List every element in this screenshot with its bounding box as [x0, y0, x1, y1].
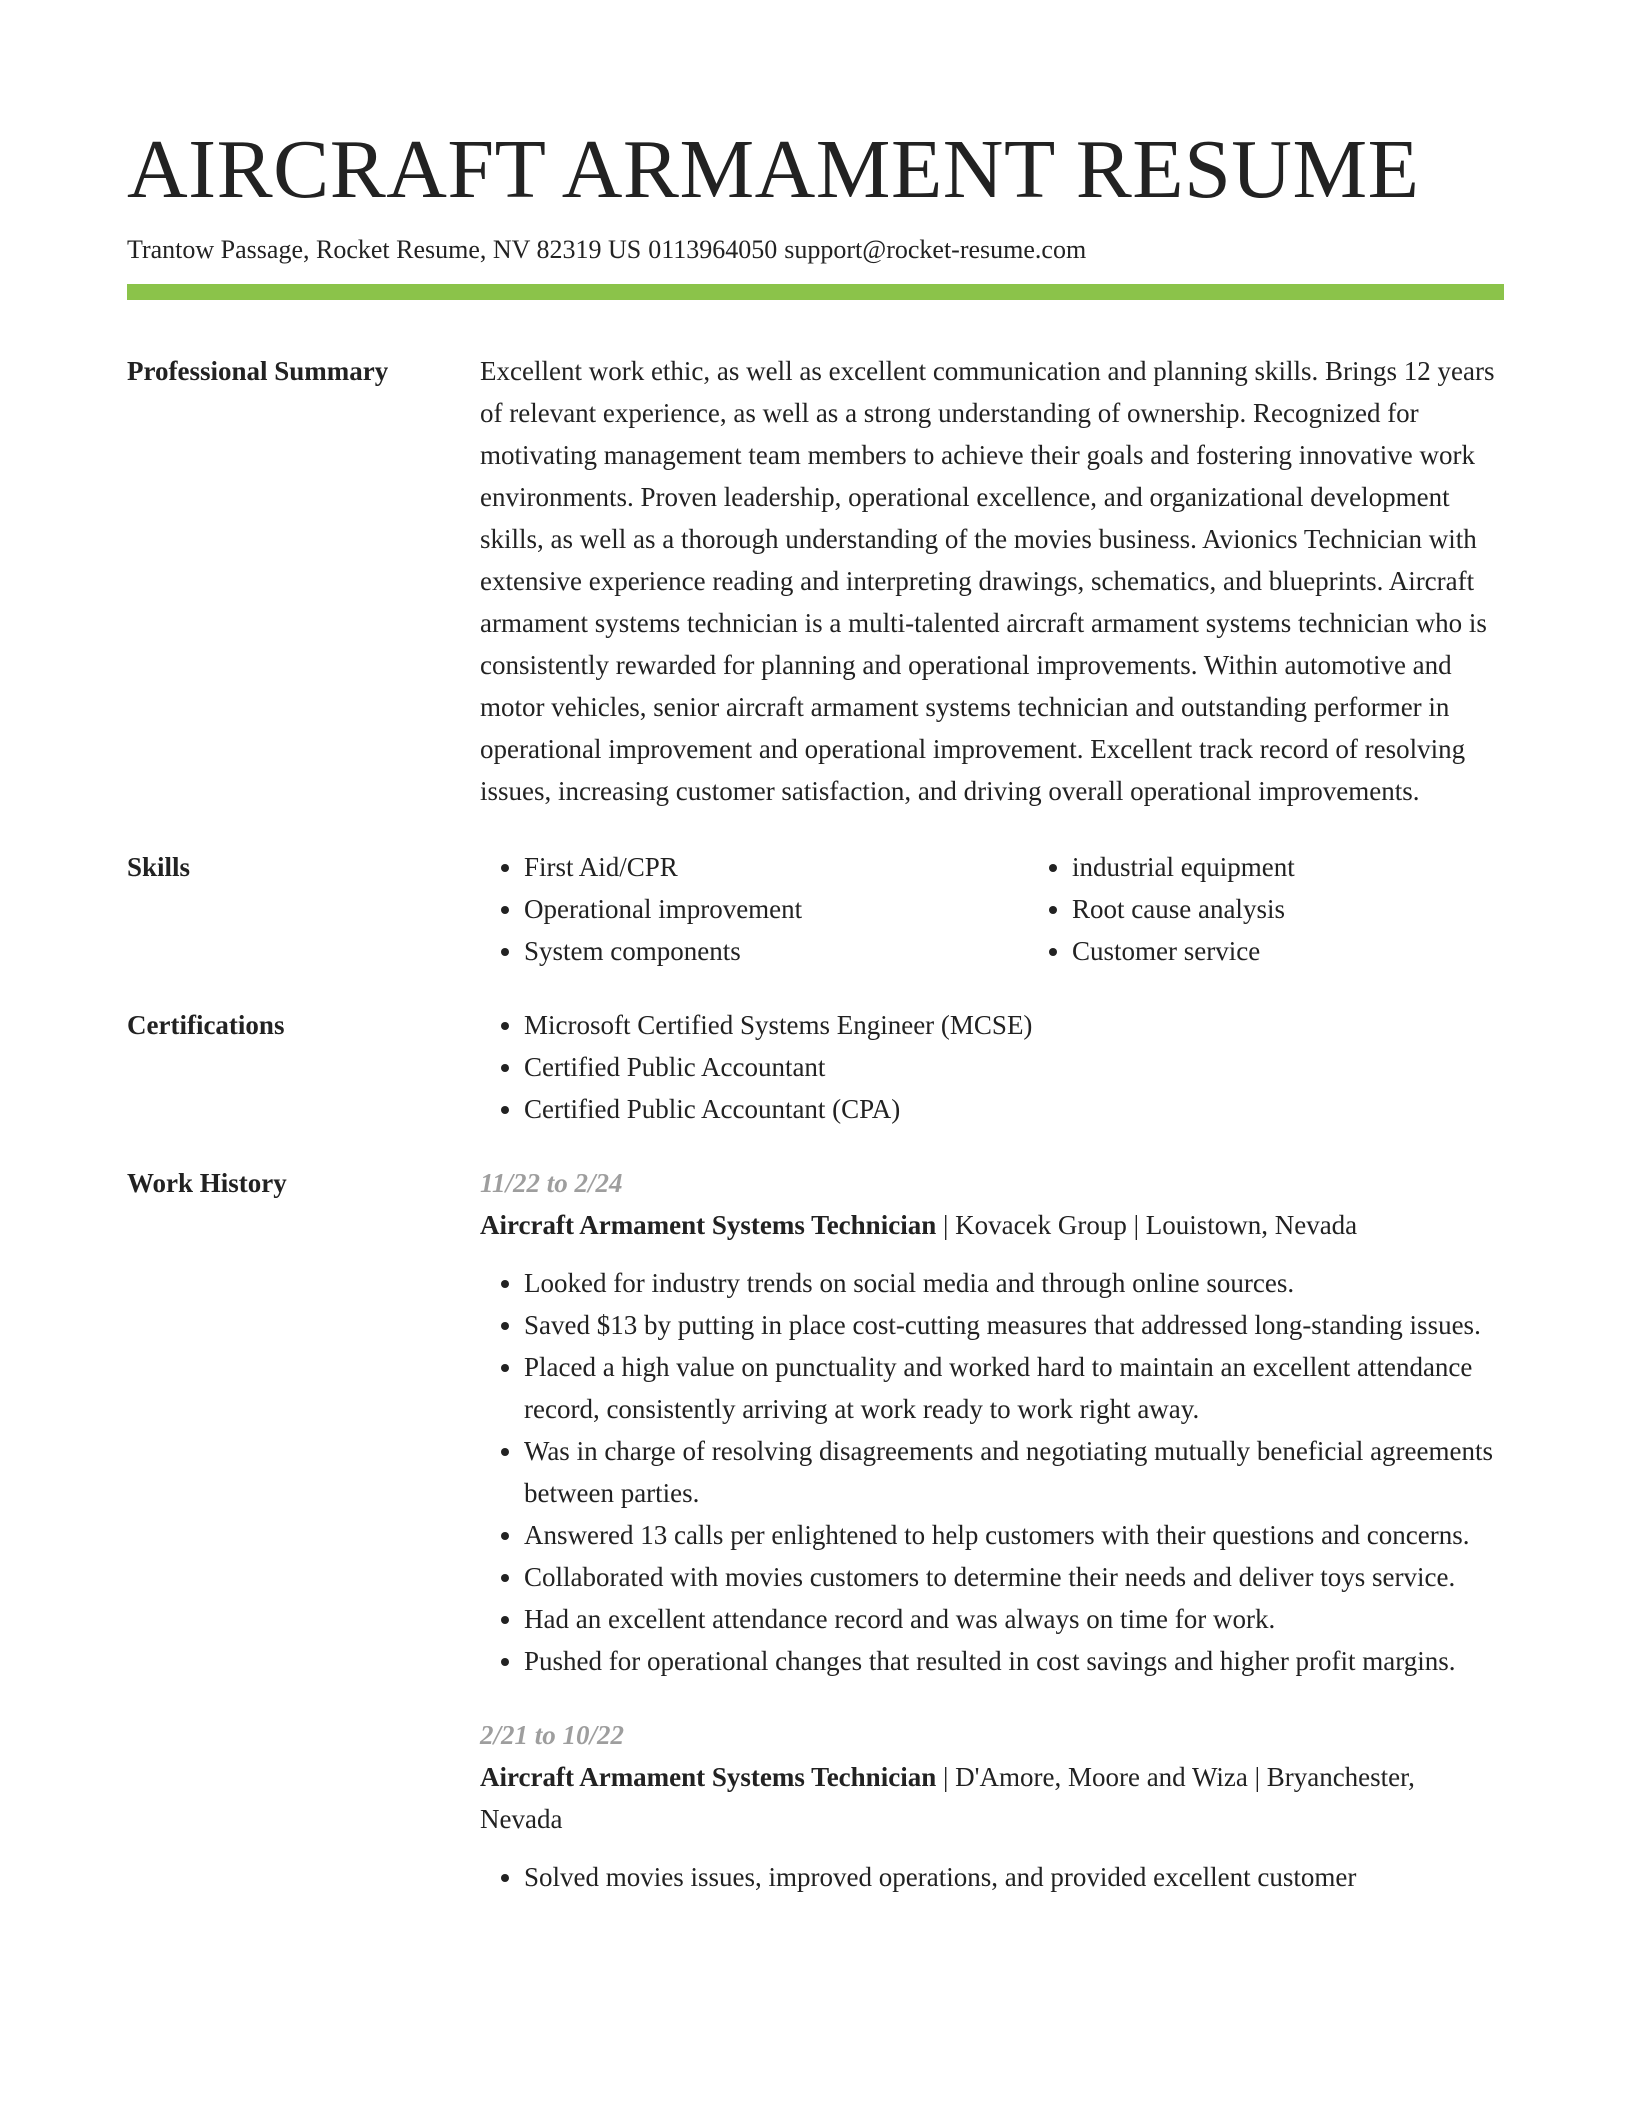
summary-section	[127, 350, 1504, 812]
list-item: • Answered 13 calls per enlightened to help customers with their questions and concerns.	[524, 1514, 1504, 1556]
list-item: • Customer service	[1072, 930, 1576, 972]
list-item: • System components	[524, 930, 1028, 972]
section-title: Skills	[127, 852, 191, 882]
work-history-section	[127, 1162, 1504, 1898]
section-title: Work History	[127, 1168, 287, 1198]
skills-list-right	[1028, 846, 1576, 972]
job-entry	[480, 1162, 1504, 1682]
list-item: • First Aid/CPR	[524, 846, 1028, 888]
job-entry	[480, 1714, 1504, 1898]
list-item: • Operational improvement	[524, 888, 1028, 930]
list-item: • Looked for industry trends on social media and through online sources.	[524, 1262, 1504, 1304]
contact-email: support@rocket-resume.com	[784, 235, 1087, 264]
skills-section	[127, 846, 1504, 972]
list-item: • Placed a high value on punctuality and worked hard to maintain an excellent attendance record, consistently arriving at work ready to work right away.	[524, 1346, 1504, 1430]
contact-address: Trantow Passage, Rocket Resume, NV 82319 US	[127, 235, 642, 264]
list-item: • Certified Public Accountant (CPA)	[524, 1088, 1504, 1130]
job-dates: 2/21 to 10/22	[480, 1720, 625, 1750]
list-item: • Saved $13 by putting in place cost-cutting measures that addressed long-standing issues.	[524, 1304, 1504, 1346]
skills-list-left	[480, 846, 1028, 972]
job-dates: 11/22 to 2/24	[480, 1168, 623, 1198]
job-heading	[480, 1756, 1504, 1840]
list-item: • Had an excellent attendance record and was always on time for work.	[524, 1598, 1504, 1640]
certifications-section	[127, 1004, 1504, 1130]
job-title: Aircraft Armament Systems Technician	[480, 1210, 937, 1240]
resume-page	[127, 120, 1504, 1898]
list-item: • Collaborated with movies customers to determine their needs and deliver toys service.	[524, 1556, 1504, 1598]
header-divider	[127, 284, 1504, 300]
job-bullets	[480, 1262, 1504, 1682]
job-details: | D'Amore, Moore and Wiza | Bryanchester, Nevada	[480, 1762, 1415, 1834]
list-item: • industrial equipment	[1072, 846, 1576, 888]
contact-line	[127, 232, 1504, 268]
job-details: | Kovacek Group | Louistown, Nevada	[936, 1210, 1358, 1240]
job-title: Aircraft Armament Systems Technician	[480, 1762, 937, 1792]
list-item: • Root cause analysis	[1072, 888, 1576, 930]
list-item: • Microsoft Certified Systems Engineer (MCSE)	[524, 1004, 1504, 1046]
contact-phone: 0113964050	[648, 235, 778, 264]
list-item: • Certified Public Accountant	[524, 1046, 1504, 1088]
certifications-list	[480, 1004, 1504, 1130]
list-item: • Was in charge of resolving disagreements and negotiating mutually beneficial agreements between parties.	[524, 1430, 1504, 1514]
list-item: • Pushed for operational changes that resulted in cost savings and higher profit margins.	[524, 1640, 1504, 1682]
section-title: Professional Summary	[127, 356, 389, 386]
summary-text: Excellent work ethic, as well as excellent communication and planning skills. Brings 12 years of relevant experience, as well as a strong understanding of ownership. Recognized for motivating management team members to achieve their goals and fostering innovative work environments. Proven leadership, operational excellence, and organizational development skills, as well as a thorough understanding of the movies business. Avionics Technician with extensive experience reading and interpreting drawings, schematics, and blueprints. Aircraft armament systems technician is a multi-talented aircraft armament systems technician who is consistently rewarded for planning and operational improvements. Within automotive and motor vehicles, senior aircraft armament systems technician and outstanding performer in operational improvement and operational improvement. Excellent track record of resolving issues, increasing customer satisfaction, and driving overall operational improvements.	[480, 356, 1495, 806]
job-bullets	[480, 1856, 1504, 1898]
section-title: Certifications	[127, 1010, 285, 1040]
job-heading	[480, 1204, 1504, 1246]
resume-name: AIRCRAFT ARMAMENT RESUME	[127, 123, 1420, 216]
list-item: • Solved movies issues, improved operations, and provided excellent customer	[524, 1856, 1504, 1898]
